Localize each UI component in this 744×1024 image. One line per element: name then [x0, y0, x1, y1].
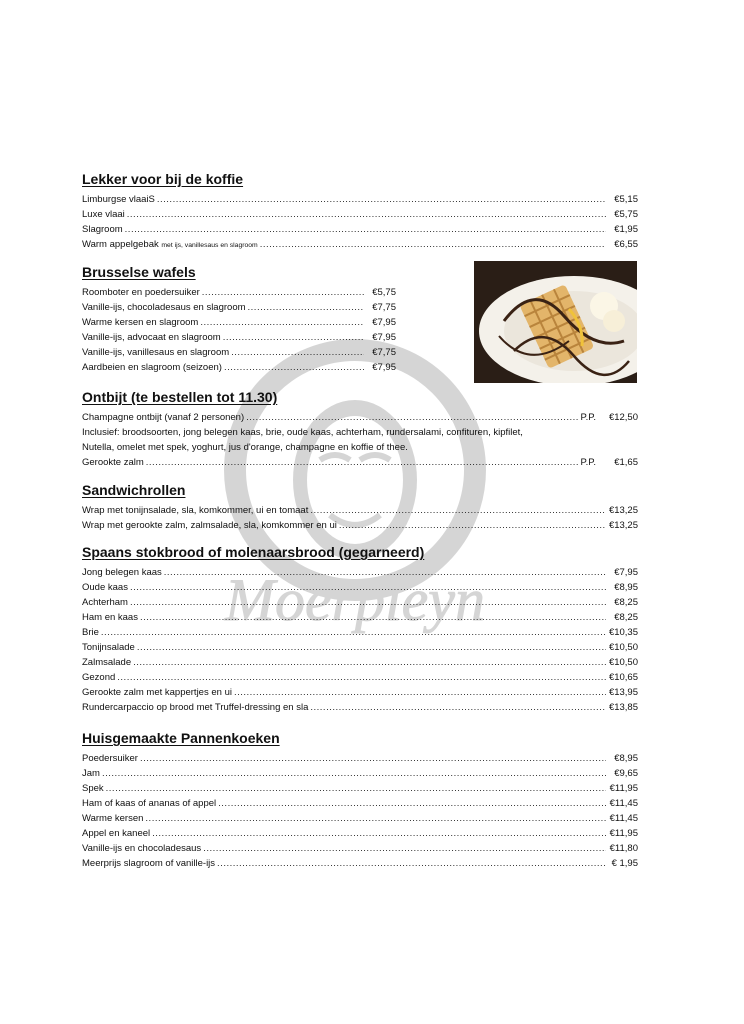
leader-dots — [202, 285, 364, 300]
leader-dots — [117, 670, 606, 685]
item-name: Poedersuiker — [82, 753, 138, 764]
menu-item — [82, 625, 638, 640]
section-pannenkoeken — [82, 729, 638, 871]
menu-item — [82, 685, 638, 700]
leader-dots — [218, 796, 606, 811]
item-name: Vanille-ijs, advocaat en slagroom — [82, 332, 221, 343]
item-name: Rundercarpaccio op brood met Truffel-dressing en sla — [82, 702, 309, 713]
leader-dots — [106, 781, 606, 796]
item-name: Vanille-ijs en chocoladesaus — [82, 843, 202, 854]
menu-item — [82, 315, 396, 330]
item-name — [82, 237, 258, 253]
menu-item — [82, 811, 638, 826]
leader-dots — [145, 811, 606, 826]
leader-dots — [140, 751, 606, 766]
item-price: €7,95 — [372, 317, 396, 328]
waffle-photo — [474, 261, 637, 383]
item-price: €9,65 — [614, 768, 638, 779]
menu-item — [82, 826, 638, 841]
item-price: €7,75 — [372, 347, 396, 358]
item-name: Achterham — [82, 597, 128, 608]
leader-dots — [224, 360, 364, 375]
menu-item — [82, 207, 638, 222]
item-name-text: Warm appelgebak — [82, 239, 159, 250]
menu-item — [82, 856, 638, 871]
item-price: €13,25 — [608, 505, 638, 516]
leader-dots — [248, 300, 364, 315]
menu-item — [82, 655, 638, 670]
item-price: €1,65 — [614, 457, 638, 468]
menu-item — [82, 595, 638, 610]
item-name: Wrap met tonijnsalade, sla, komkommer, ui en tomaat — [82, 505, 309, 516]
item-name: Slagroom — [82, 224, 123, 235]
menu-item — [82, 455, 638, 470]
item-name: Warme kersen — [82, 813, 144, 824]
menu-item — [82, 518, 638, 533]
item-price: €11,95 — [609, 828, 638, 839]
menu-item — [82, 410, 638, 425]
menu-item — [82, 503, 638, 518]
menu-item — [82, 796, 638, 811]
section-title: Sandwichrollen — [82, 482, 186, 498]
leader-dots — [157, 192, 606, 207]
item-name: Brie — [82, 627, 99, 638]
item-price: €8,25 — [614, 612, 638, 623]
leader-dots — [101, 625, 606, 640]
item-name: Spek — [82, 783, 104, 794]
item-name: Oude kaas — [82, 582, 128, 593]
item-price: €5,15 — [614, 194, 638, 205]
section-title: Lekker voor bij de koffie — [82, 171, 244, 187]
item-name: Warme kersen en slagroom — [82, 317, 199, 328]
item-name: Vanille-ijs, chocoladesaus en slagroom — [82, 302, 246, 313]
menu-item — [82, 345, 396, 360]
menu-item — [82, 700, 638, 715]
section-ontbijt — [82, 388, 638, 470]
watermark-text: Moerpleyn — [225, 567, 485, 633]
menu-item — [82, 360, 396, 375]
menu-item — [82, 300, 396, 315]
leader-dots — [140, 610, 606, 625]
item-name: Ham of kaas of ananas of appel — [82, 798, 217, 809]
section-title: Ontbijt (te bestellen tot 11.30) — [82, 389, 278, 405]
item-price: €13,25 — [608, 520, 638, 531]
leader-dots — [217, 856, 606, 871]
menu-item — [82, 610, 638, 625]
leader-dots — [137, 640, 606, 655]
item-name: Jong belegen kaas — [82, 567, 162, 578]
item-note: met ijs, vanillesaus en slagroom — [161, 242, 258, 249]
menu-item — [82, 285, 396, 300]
item-price: €11,80 — [609, 843, 638, 854]
leader-dots — [130, 595, 606, 610]
section-title: Huisgemaakte Pannenkoeken — [82, 730, 280, 746]
menu-item — [82, 841, 638, 856]
item-price: €7,95 — [614, 567, 638, 578]
section-wafels — [82, 263, 396, 375]
item-price: €10,50 — [608, 657, 638, 668]
leader-dots — [102, 766, 606, 781]
item-name: Champagne ontbijt (vanaf 2 personen) — [82, 412, 245, 423]
item-price: €11,95 — [609, 783, 638, 794]
menu-item — [82, 751, 638, 766]
item-price: €8,95 — [614, 582, 638, 593]
menu-item — [82, 640, 638, 655]
waffle-illustration — [474, 261, 637, 383]
item-name: Roomboter en poedersuiker — [82, 287, 200, 298]
item-price: €11,45 — [609, 798, 638, 809]
item-per-person: P.P. — [580, 457, 596, 468]
leader-dots — [231, 345, 364, 360]
leader-dots — [203, 841, 606, 856]
leader-dots — [130, 580, 606, 595]
item-price: €1,95 — [614, 224, 638, 235]
section-stokbrood — [82, 543, 638, 715]
item-name: Zalmsalade — [82, 657, 132, 668]
item-description-line: Nutella, omelet met spek, yoghurt, jus d'orange, champagne en koffie of thee. — [82, 442, 408, 453]
section-title: Spaans stokbrood of molenaarsbrood (gegarneerd) — [82, 544, 425, 560]
menu-item — [82, 192, 638, 207]
leader-dots — [234, 685, 606, 700]
menu-item — [82, 565, 638, 580]
item-price: €12,50 — [608, 412, 638, 423]
leader-dots — [246, 410, 578, 425]
item-name: Vanille-ijs, vanillesaus en slagroom — [82, 347, 230, 358]
item-name: Ham en kaas — [82, 612, 138, 623]
item-price: €7,95 — [372, 332, 396, 343]
leader-dots — [223, 330, 364, 345]
leader-dots — [310, 700, 606, 715]
item-price: €5,75 — [372, 287, 396, 298]
item-name: Tonijnsalade — [82, 642, 135, 653]
item-price: €7,75 — [372, 302, 396, 313]
menu-item — [82, 222, 638, 237]
leader-dots — [164, 565, 606, 580]
section-sandwichrollen — [82, 481, 638, 533]
menu-item — [82, 670, 638, 685]
item-per-person: P.P. — [580, 412, 596, 423]
leader-dots — [146, 455, 579, 470]
item-description-line: Inclusief: broodsoorten, jong belegen kaas, brie, oude kaas, achterham, rundersalami, confituren, kipfilet, — [82, 427, 523, 438]
item-name: Appel en kaneel — [82, 828, 151, 839]
menu-item — [82, 237, 638, 253]
item-name: Gezond — [82, 672, 116, 683]
item-name: Meerprijs slagroom of vanille-ijs — [82, 858, 216, 869]
item-price: €11,45 — [609, 813, 638, 824]
item-price: €13,85 — [608, 702, 638, 713]
item-price: €10,50 — [608, 642, 638, 653]
item-price: €6,55 — [614, 239, 638, 250]
item-price: €10,35 — [608, 627, 638, 638]
item-price: €13,95 — [608, 687, 638, 698]
item-price: €5,75 — [614, 209, 638, 220]
item-price: €8,95 — [614, 753, 638, 764]
item-price: €10,65 — [608, 672, 638, 683]
leader-dots — [310, 503, 606, 518]
item-name: Jam — [82, 768, 100, 779]
item-name: Aardbeien en slagroom (seizoen) — [82, 362, 222, 373]
leader-dots — [152, 826, 606, 841]
item-name: Limburgse vlaaiS — [82, 194, 155, 205]
leader-dots — [127, 207, 606, 222]
menu-item — [82, 781, 638, 796]
leader-dots — [125, 222, 606, 237]
leader-dots — [260, 237, 606, 252]
leader-dots — [133, 655, 606, 670]
item-price: €7,95 — [372, 362, 396, 373]
menu-item — [82, 580, 638, 595]
section-title: Brusselse wafels — [82, 264, 196, 280]
leader-dots — [200, 315, 364, 330]
leader-dots — [339, 518, 606, 533]
item-name: Luxe vlaai — [82, 209, 125, 220]
item-price: € 1,95 — [611, 858, 638, 869]
item-price: €8,25 — [614, 597, 638, 608]
item-name: Gerookte zalm met kappertjes en ui — [82, 687, 232, 698]
menu-item — [82, 766, 638, 781]
item-name: Wrap met gerookte zalm, zalmsalade, sla, komkommer en ui — [82, 520, 337, 531]
menu-item — [82, 330, 396, 345]
item-name: Gerookte zalm — [82, 457, 144, 468]
section-koffie — [82, 170, 638, 253]
